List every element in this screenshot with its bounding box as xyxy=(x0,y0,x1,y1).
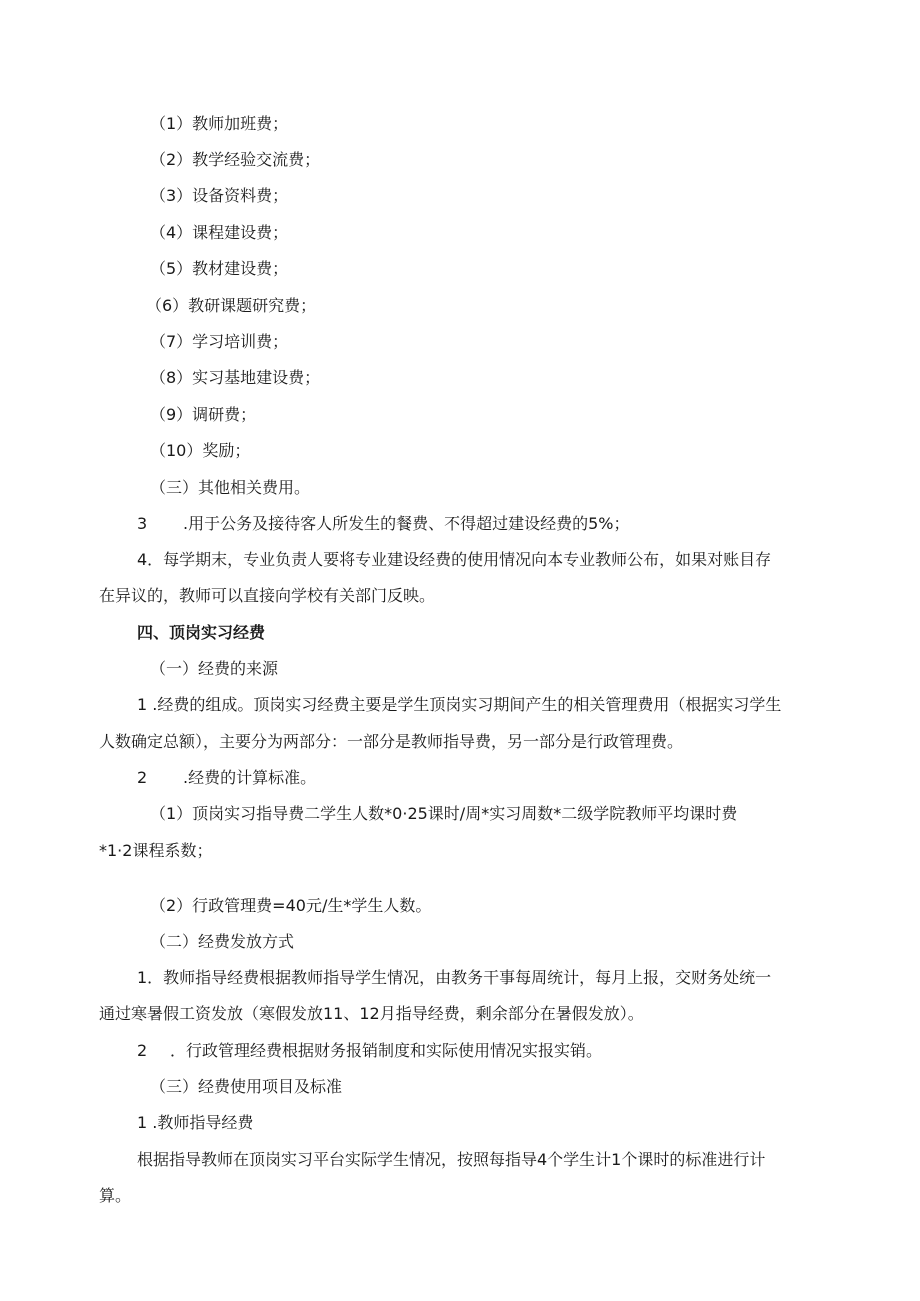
paragraph-guidance-calc-line-2: 算。 xyxy=(99,1186,132,1205)
paragraph-composition-line-2: 人数确定总额），主要分为两部分：一部分是教师指导费，另一部分是行政管理费。 xyxy=(99,732,684,751)
list-item-6: （6）教研课题研究费； xyxy=(146,296,317,315)
formula-guidance-fee-line-2: *1·2课程系数； xyxy=(99,841,213,860)
subsection-heading-distribution: （二）经费发放方式 xyxy=(150,932,295,951)
paragraph-calc-number: 2 xyxy=(137,768,148,787)
list-item-5: （5）教材建设费； xyxy=(150,259,289,278)
paragraph-admin-reimbursement: ．行政管理经费根据财务报销制度和实际使用情况实报实销。 xyxy=(170,1041,603,1060)
list-item-3: （3）设备资料费； xyxy=(150,186,289,205)
list-item-1: （1）教师加班费； xyxy=(150,114,289,133)
list-item-10: （10）奖励； xyxy=(150,441,251,460)
subsection-heading-usage: （三）经费使用项目及标准 xyxy=(150,1077,343,1096)
paragraph-calc-standard: .经费的计算标准。 xyxy=(183,768,317,787)
list-item-4: （4）课程建设费； xyxy=(150,223,289,242)
paragraph-item-4-line-2: 在异议的，教师可以直接向学校有关部门反映。 xyxy=(99,586,436,605)
section-title-internship-funds: 四、顶岗实习经费 xyxy=(137,623,266,642)
list-item-9: （9）调研费； xyxy=(150,405,257,424)
paragraph-item-3-number: 3 xyxy=(137,514,148,533)
formula-admin-fee: （2）行政管理费=40元/生*学生人数。 xyxy=(150,896,432,915)
paragraph-item-4-line-1: 4．每学期末，专业负责人要将专业建设经费的使用情况向本专业教师公布，如果对账目存 xyxy=(137,550,772,569)
list-item-2: （2）教学经验交流费； xyxy=(150,150,321,169)
paragraph-item-3: .用于公务及接待客人所发生的餐费、不得超过建设经费的5%； xyxy=(183,514,630,533)
paragraph-distribution-line-1: 1．教师指导经费根据教师指导学生情况，由教务干事每周统计，每月上报，交财务处统一 xyxy=(137,968,772,987)
paragraph-guidance-calc-line-1: 根据指导教师在顶岗实习平台实际学生情况，按照每指导4个学生计1个课时的标准进行计 xyxy=(137,1150,766,1169)
section-heading-other-costs: （三）其他相关费用。 xyxy=(150,478,311,497)
paragraph-distribution-line-2: 通过寒暑假工资发放（寒假发放11、12月指导经费，剩余部分在暑假发放）。 xyxy=(99,1004,644,1023)
formula-guidance-fee-line-1: （1）顶岗实习指导费二学生人数*0·25课时/周*实习周数*二级学院教师平均课时费 xyxy=(150,804,738,823)
paragraph-guidance-fee-title: 1 .教师指导经费 xyxy=(137,1113,254,1132)
paragraph-composition-line-1: 1 .经费的组成。顶岗实习经费主要是学生顶岗实习期间产生的相关管理费用（根据实习学生 xyxy=(137,695,782,714)
list-item-7: （7）学习培训费； xyxy=(150,332,289,351)
list-item-8: （8）实习基地建设费； xyxy=(150,368,321,387)
paragraph-admin-number: 2 xyxy=(137,1041,148,1060)
subsection-heading-source: （一）经费的来源 xyxy=(150,659,279,678)
